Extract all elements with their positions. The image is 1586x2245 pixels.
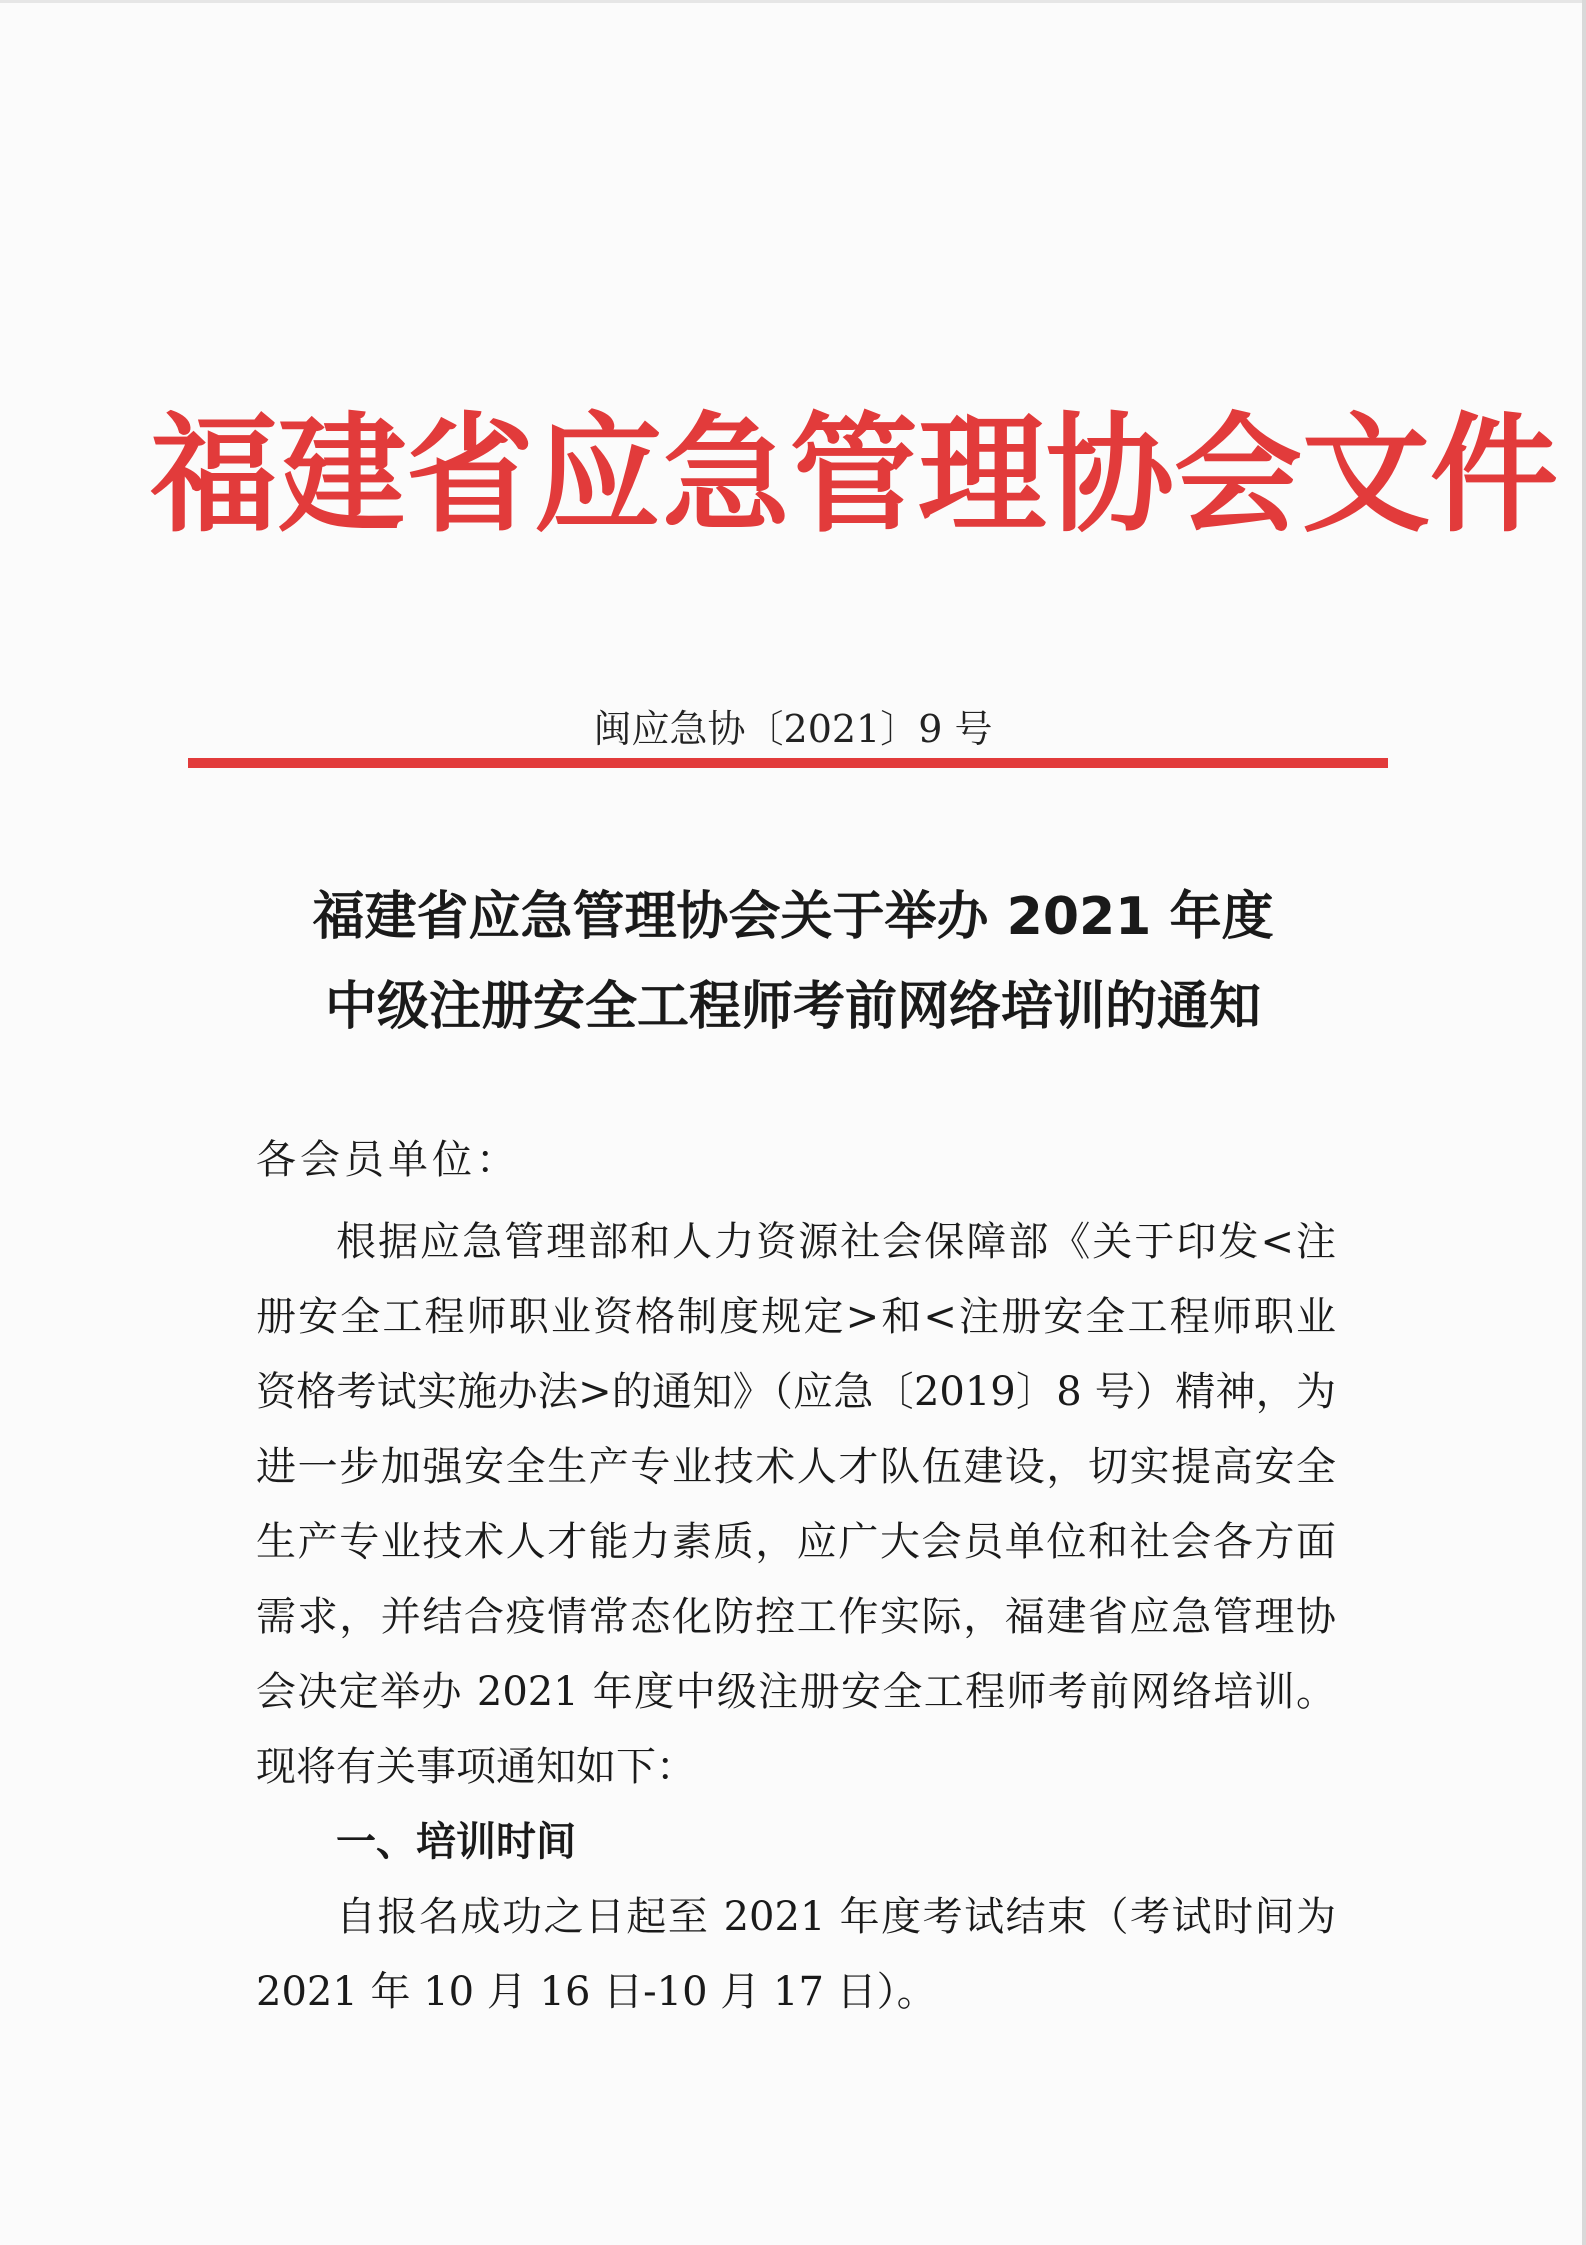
document-number: 闽应急协〔2021〕9 号 [593,707,993,751]
scan-edge [0,0,1586,3]
paragraph-line: 会决定举办 2021 年度中级注册安全工程师考前网络培训。 [256,1669,1336,1715]
masthead: 福建省应急管理协会文件 [150,400,1559,550]
title-line: 福建省应急管理协会关于举办 2021 年度 [312,887,1274,947]
paragraph-line: 需求，并结合疫情常态化防控工作实际，福建省应急管理协 [256,1594,1336,1640]
section-heading: 一、培训时间 [336,1819,576,1865]
paragraph-line: 生产专业技术人才能力素质，应广大会员单位和社会各方面 [256,1519,1336,1565]
paragraph-line: 2021 年 10 月 16 日-10 月 17 日）。 [256,1969,937,2015]
salutation: 各会员单位： [256,1137,520,1183]
paragraph-line: 进一步加强安全生产专业技术人才队伍建设，切实提高安全 [256,1444,1336,1490]
title-line: 中级注册安全工程师考前网络培训的通知 [324,977,1261,1037]
document-title [0,872,1586,1052]
paragraph-line: 资格考试实施办法>的通知》（应急〔2019〕8 号）精神，为 [256,1369,1336,1415]
paragraph-line: 自报名成功之日起至 2021 年度考试结束（考试时间为 [336,1894,1336,1940]
paragraph-line: 册安全工程师职业资格制度规定>和<注册安全工程师职业 [256,1294,1336,1340]
document-body [256,1205,1336,2030]
paragraph-line: 根据应急管理部和人力资源社会保障部《关于印发<注 [336,1219,1336,1265]
paragraph-line: 现将有关事项通知如下： [256,1744,696,1790]
red-divider [188,758,1388,768]
scan-edge [1582,0,1586,2245]
